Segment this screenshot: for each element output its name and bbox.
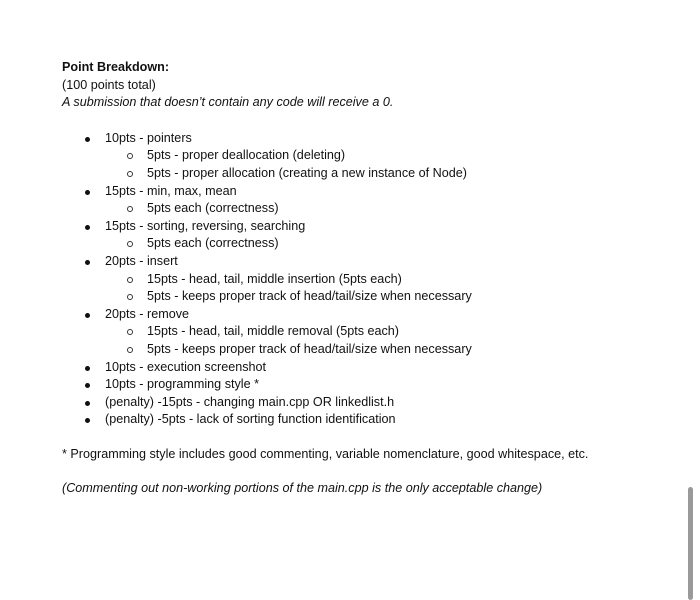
spacer	[62, 429, 672, 446]
hollow-bullet-icon	[127, 347, 133, 353]
vertical-scrollbar[interactable]	[688, 487, 693, 600]
bullet-icon	[85, 190, 90, 195]
breakdown-item	[62, 359, 672, 377]
breakdown-item	[62, 394, 672, 412]
point-breakdown-list	[62, 130, 672, 429]
no-code-warning: A submission that doesn’t contain any code will receive a 0.	[62, 95, 394, 110]
breakdown-item-text: (penalty) -5pts - lack of sorting function identification	[105, 412, 396, 427]
breakdown-subitem	[62, 341, 672, 359]
breakdown-item	[62, 183, 672, 201]
breakdown-subitem-text: 5pts - proper deallocation (deleting)	[147, 148, 346, 163]
hollow-bullet-icon	[127, 329, 133, 335]
breakdown-item-text: 10pts - pointers	[105, 130, 192, 145]
breakdown-subitem	[62, 323, 672, 341]
breakdown-subitem	[62, 165, 672, 183]
breakdown-item	[62, 218, 672, 236]
breakdown-subitem-text: 5pts each (correctness)	[147, 201, 279, 216]
bullet-icon	[85, 225, 90, 230]
breakdown-subitem	[62, 147, 672, 165]
breakdown-item-text: 10pts - programming style *	[105, 377, 259, 392]
style-footnote: * Programming style includes good commenting, variable nomenclature, good whitespace, etc.	[62, 446, 589, 461]
breakdown-item	[62, 376, 672, 394]
bullet-icon	[85, 401, 90, 406]
breakdown-item	[62, 130, 672, 148]
hollow-bullet-icon	[127, 206, 133, 212]
hollow-bullet-icon	[127, 294, 133, 300]
bullet-icon	[85, 313, 90, 318]
breakdown-item	[62, 253, 672, 271]
breakdown-item	[62, 306, 672, 324]
breakdown-item-text: 15pts - min, max, mean	[105, 183, 237, 198]
bullet-icon	[85, 418, 90, 423]
hollow-bullet-icon	[127, 153, 133, 159]
hollow-bullet-icon	[127, 277, 133, 283]
document-body	[62, 59, 672, 498]
breakdown-subitem-text: 15pts - head, tail, middle insertion (5pts each)	[147, 271, 402, 286]
comment-footnote: (Commenting out non-working portions of the main.cpp is the only acceptable change)	[62, 481, 543, 496]
breakdown-item-text: 10pts - execution screenshot	[105, 359, 267, 374]
breakdown-subitem	[62, 288, 672, 306]
breakdown-item	[62, 411, 672, 429]
bullet-icon	[85, 137, 90, 142]
breakdown-item-text: 15pts - sorting, reversing, searching	[105, 218, 306, 233]
spacer	[62, 463, 672, 480]
spacer	[62, 112, 672, 130]
breakdown-item-text: 20pts - remove	[105, 306, 189, 321]
bullet-icon	[85, 260, 90, 265]
breakdown-subitem-text: 5pts - proper allocation (creating a new instance of Node)	[147, 165, 467, 180]
breakdown-subitem	[62, 200, 672, 218]
hollow-bullet-icon	[127, 241, 133, 247]
breakdown-subitem-text: 15pts - head, tail, middle removal (5pts each)	[147, 324, 399, 339]
bullet-icon	[85, 366, 90, 371]
breakdown-subitem	[62, 271, 672, 289]
breakdown-subitem-text: 5pts each (correctness)	[147, 236, 279, 251]
breakdown-subitem-text: 5pts - keeps proper track of head/tail/size when necessary	[147, 289, 472, 304]
breakdown-item-text: 20pts - insert	[105, 253, 178, 268]
hollow-bullet-icon	[127, 171, 133, 177]
bullet-icon	[85, 383, 90, 388]
breakdown-subitem-text: 5pts - keeps proper track of head/tail/size when necessary	[147, 341, 472, 356]
section-title: Point Breakdown:	[62, 60, 170, 74]
points-total: (100 points total)	[62, 77, 156, 92]
breakdown-item-text: (penalty) -15pts - changing main.cpp OR linkedlist.h	[105, 394, 395, 409]
breakdown-subitem	[62, 235, 672, 253]
